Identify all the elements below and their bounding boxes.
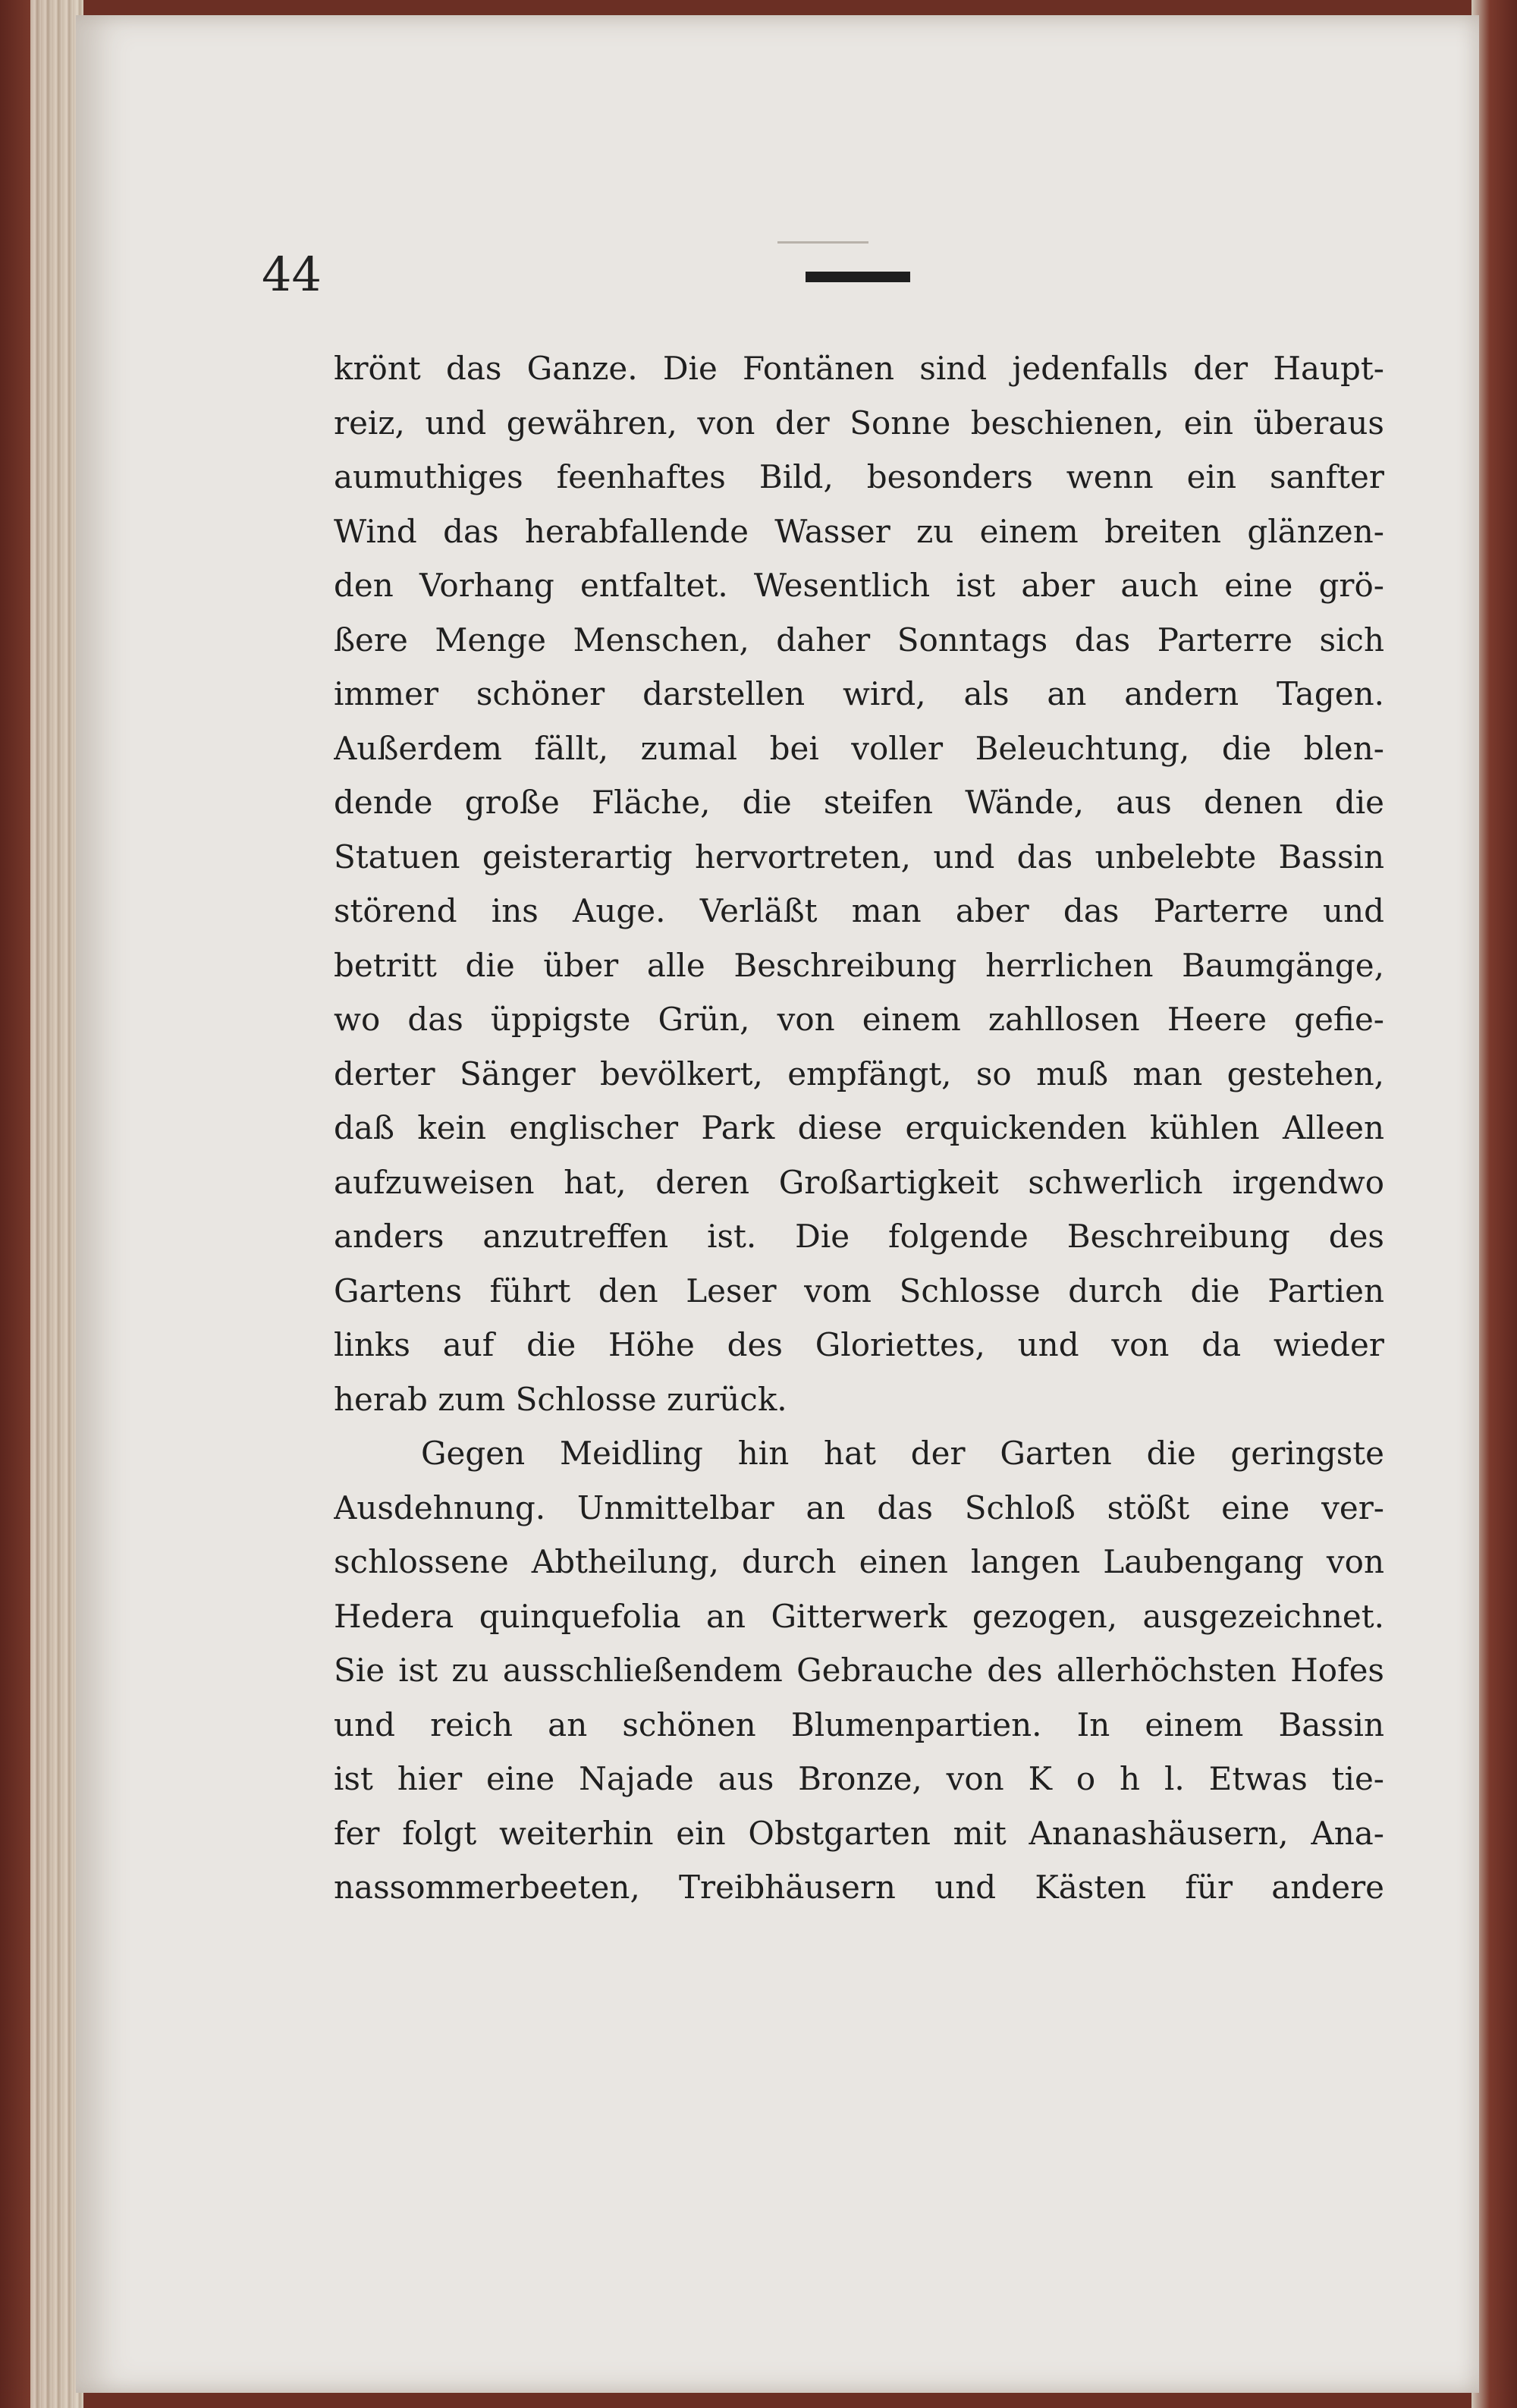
text-line: dende große Fläche, die steifen Wände, aus denen die — [334, 784, 1384, 821]
text-line: immer schöner darstellen wird, als an andern Tagen. — [334, 675, 1384, 712]
text-line: aufzuweisen hat, deren Großartigkeit schwerlich irgendwo — [334, 1163, 1384, 1201]
text-line: krönt das Ganze. Die Fontänen sind jedenfalls der Haupt- — [334, 350, 1384, 387]
text-line: den Vorhang entfaltet. Wesentlich ist aber auch eine grö- — [334, 567, 1384, 604]
text-line: aumuthiges feenhaftes Bild, besonders wenn ein sanfter — [334, 458, 1384, 495]
header-rule — [806, 272, 910, 282]
text-line: Ausdehnung. Unmittelbar an das Schloß stößt eine ver- — [334, 1488, 1384, 1526]
text-line: störend ins Auge. Verläßt man aber das Parterre und — [334, 892, 1384, 929]
text-line: Wind das herabfallende Wasser zu einem breiten glänzen- — [334, 512, 1384, 550]
text-line: betritt die über alle Beschreibung herrlichen Baumgänge, — [334, 946, 1384, 984]
text-line: links auf die Höhe des Gloriettes, und von da wieder — [334, 1326, 1384, 1363]
text-line: nassommerbeeten, Treibhäusern und Kästen für andere — [334, 1869, 1384, 1906]
body-text — [334, 341, 1384, 1915]
text-line: ßere Menge Menschen, daher Sonntags das Parterre sich — [334, 621, 1384, 659]
text-line: fer folgt weiterhin ein Obstgarten mit Ananashäusern, Ana- — [334, 1814, 1384, 1852]
text-line: daß kein englischer Park diese erquickenden kühlen Alleen — [334, 1109, 1384, 1146]
text-line: anders anzutreffen ist. Die folgende Beschreibung des — [334, 1218, 1384, 1255]
text-line: Sie ist zu ausschließendem Gebrauche des allerhöchsten Hofes — [334, 1652, 1384, 1689]
text-line: Hedera quinquefolia an Gitterwerk gezogen, ausgezeichnet. — [334, 1597, 1384, 1635]
text-line: derter Sänger bevölkert, empfängt, so muß man gestehen, — [334, 1055, 1384, 1092]
text-line: Gegen Meidling hin hat der Garten die geringste — [421, 1435, 1384, 1472]
text-line: reiz, und gewähren, von der Sonne beschienen, ein überaus — [334, 404, 1384, 442]
text-line: herab zum Schlosse zurück. — [334, 1380, 787, 1418]
text-line: Statuen geisterartig hervortreten, und das unbelebte Bassin — [334, 838, 1384, 875]
text-line: und reich an schönen Blumenpartien. In einem Bassin — [334, 1705, 1384, 1743]
page-number: 44 — [262, 247, 322, 302]
header-rule-faint — [777, 241, 868, 244]
text-line: ist hier eine Najade aus Bronze, von K o h l. Etwas tie- — [334, 1760, 1384, 1797]
text-line: Außerdem fällt, zumal bei voller Beleuchtung, die blen- — [334, 729, 1384, 767]
text-line: Gartens führt den Leser vom Schlosse durch die Partien — [334, 1272, 1384, 1309]
text-line: wo das üppigste Grün, von einem zahllosen Heere gefie- — [334, 1001, 1384, 1038]
text-line: schlossene Abtheilung, durch einen langen Laubengang von — [334, 1543, 1384, 1580]
